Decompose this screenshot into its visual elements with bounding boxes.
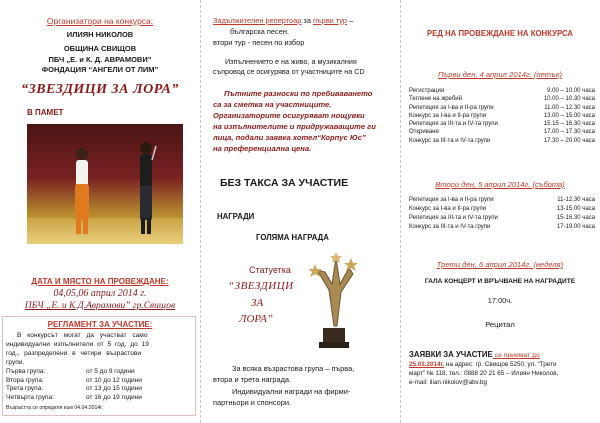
contest-venue: ПБЧ „Е. и К.Д.Аврамови” гр.Свищов [24, 301, 176, 311]
rules-heading: РЕГЛАМЕНТ ЗА УЧАСТИЕ: [47, 320, 153, 329]
rules-text-line: год., разпределени в четири възрастови [6, 350, 142, 357]
statuette-label: Статуетка [249, 265, 291, 275]
per-group-awards: За всяка възрастова група – първа, [232, 364, 355, 373]
schedule-row: Конкурс за I-ва и II-ра групи 13-15.00 часа [409, 206, 595, 212]
grand-prize-heading: ГОЛЯМА НАГРАДА [256, 233, 329, 242]
applications-address: 25.03.2014г. на адрес: гр. Свищов 5250, ул. “Трети [409, 361, 557, 368]
age-group-row: Втора група: от 10 до 12 години [6, 376, 142, 384]
schedule-row: Репетиция за I-ва и II-ра групи 11.00 – 12.30 часа [409, 104, 595, 111]
org-person: ИЛИЯН НИКОЛОВ [66, 30, 134, 39]
applications-email: e-mail: ilian.nikolov@abv.bg [409, 379, 488, 386]
performers-photo [27, 124, 183, 244]
rules-text-line: групи. [6, 359, 25, 366]
age-note: Възрастта се определя към 04.04.2014г. [6, 405, 103, 411]
schedule-row: Конкурс за III-та и IV-та групи 17-19.00 часа [409, 224, 595, 230]
costs-text: на изпълнителите и придружаващите ги [213, 122, 376, 131]
age-groups [6, 368, 200, 402]
applications-line: ЗАЯВКИ ЗА УЧАСТИЕ се приемат до [409, 350, 540, 359]
statuette-name: ЛОРА” [239, 313, 273, 325]
schedule-row: Репетиция за I-ва и II-ра групи 11-12.30 часа [409, 197, 595, 203]
in-memory-label: В ПАМЕТ [27, 108, 64, 117]
rules-text-line: индивидуални изпълнители от 5 год. до 19 [6, 341, 149, 348]
schedule-row: Откриване 17.00 – 17.30 часа [409, 129, 595, 136]
individual-awards: партньори и спонсори. [213, 398, 292, 407]
schedule-row: Регистрация 9.00 – 10.00 часа [409, 88, 595, 94]
schedule-row: Репетиция за III-та и IV-та групи 15.15 – 16.30 часа [409, 121, 595, 128]
costs-text: са за сметка на участниците. [213, 100, 332, 109]
singer-figure-icon [71, 146, 93, 236]
costs-text: лица, подали заявка хотел“Корпус Юс” [213, 133, 366, 142]
singer-figure-icon [135, 140, 157, 236]
age-group-row: Първа група: от 5 до 9 години [6, 368, 135, 375]
schedule-heading: РЕД НА ПРОВЕЖДАНЕ НА КОНКУРСА [426, 29, 574, 38]
left-column [0, 0, 200, 423]
repertoire-first-round: българска песен. [230, 27, 289, 36]
live-performance-text: Изпълнението е на живо, а музикалния [225, 57, 357, 66]
org-municipality: ОБЩИНА СВИЩОВ [63, 44, 137, 53]
trophy-icon [303, 250, 363, 350]
gala-concert: ГАЛА КОНЦЕРТ И ВРЪЧВАНЕ НА НАГРАДИТЕ [424, 278, 576, 285]
no-fee-heading: БЕЗ ТАКСА ЗА УЧАСТИЕ [220, 177, 349, 189]
statuette-name: ЗА [251, 297, 264, 309]
day3-title: Трети ден, 6 април 2014г. (неделя) [436, 260, 564, 269]
day1-title: Първи ден, 4 април 2014г. (петък) [438, 70, 562, 79]
contest-name: “ЗВЕЗДИЦИ ЗА ЛОРА” [21, 82, 179, 97]
rules-text-line: В конкурсът могат да участват само [17, 332, 148, 339]
day2-title: Втори ден, 5 април 2014г. (събота) [435, 180, 565, 189]
costs-text: Организаторите осигуряват нощувки [213, 111, 365, 120]
applications-phone: март” № 118, тел.: 0888 20 21 65 – Илиян Николов, [409, 370, 559, 377]
individual-awards: Индивидуални награди на фирми- [232, 387, 351, 396]
middle-column [200, 0, 400, 423]
costs-text: Пътните разноски по пребиваването [224, 89, 373, 98]
schedule-row: Теглене на жребий 10.00 – 10.30 часа [409, 96, 595, 103]
costs-text: на преференциална цена. [213, 144, 312, 153]
day2-schedule [409, 196, 595, 232]
statuette-name: “ЗВЕЗДИЦИ [228, 280, 294, 292]
awards-heading: НАГРАДИ [217, 212, 255, 221]
contest-dates: 04,05,06 април 2014 г. [53, 288, 147, 299]
schedule-row: Конкурс за III-та и IV-та групи 17.30 – 20.00 часа [409, 137, 595, 144]
age-group-row: Четвърта група: от 16 до 19 години [6, 393, 142, 401]
live-performance-text: съпровод се осигурява от участниците на CD [213, 67, 365, 76]
schedule-row: Конкурс за I-ва и II-ра групи 13.00 – 15.00 часа [409, 112, 595, 119]
per-group-awards: втора и трета награда. [213, 375, 292, 384]
right-column [400, 0, 600, 423]
age-group-row: Трета група: от 13 до 15 години [6, 385, 142, 393]
org-foundation: ФОНДАЦИЯ “АНГЕЛИ ОТ ЛИМ” [41, 65, 159, 74]
organizers-heading: Организатори на конкурса: [46, 16, 154, 26]
day1-schedule [409, 87, 595, 145]
org-school: ПБЧ „Е. и К. Д. АВРАМОВИ” [48, 55, 152, 64]
schedule-row: Репетиция за III-та и IV-та групи 15-16.30 часа [409, 215, 595, 221]
recital-label: Рецитал [485, 320, 515, 329]
gala-time: 17:00ч. [487, 296, 513, 305]
repertoire-line: Задължителен репертоар за първи тур – [213, 16, 354, 25]
repertoire-second-round: втори тур - песен по избор [213, 38, 305, 47]
date-place-heading: ДАТА И МЯСТО НА ПРОВЕЖДАНЕ: [31, 277, 169, 286]
